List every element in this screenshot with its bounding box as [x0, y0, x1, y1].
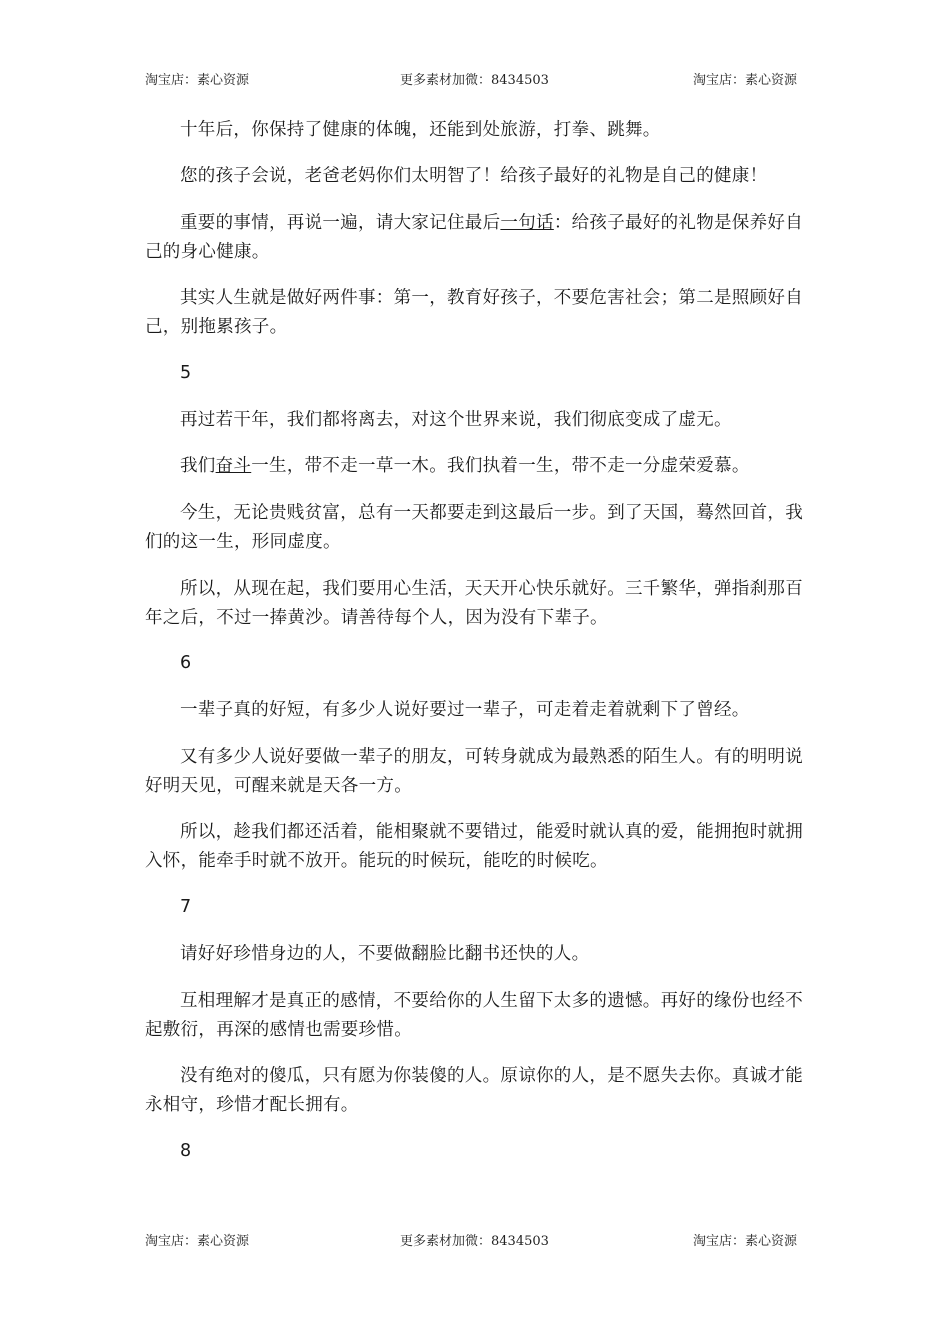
- paragraph: 您的孩子会说，老爸老妈你们太明智了！给孩子最好的礼物是自己的健康！: [180, 166, 768, 186]
- paragraph: 所以，从现在起，我们要用心生活，天天开心快乐就好。三千繁华，弹指刹那百年之后，不过一捧黄沙。请善待每个人，因为没有下辈子。: [145, 579, 803, 628]
- paragraph: 互相理解才是真正的感情，不要给你的人生留下太多的遗憾。再好的缘份也经不起敷衍，再深的感情也需要珍惜。: [145, 991, 803, 1040]
- section-number: 8: [180, 1141, 192, 1161]
- header-right-text: 淘宝店：素心资源: [693, 73, 798, 88]
- paragraph: 请好好珍惜身边的人，不要做翻脸比翻书还快的人。: [180, 944, 590, 964]
- underlined-link[interactable]: 奋斗: [215, 456, 252, 476]
- footer-left-text: 淘宝店：素心资源: [145, 1234, 250, 1249]
- section-number: 7: [180, 897, 192, 917]
- header-left-text: 淘宝店：素心资源: [145, 73, 250, 88]
- paragraph-text: 我们: [180, 456, 216, 476]
- paragraph-text: 一生，带不走一草一木。我们执着一生，带不走一分虚荣爱慕。: [251, 456, 750, 476]
- header-center-text: 更多素材加微：8434503: [400, 73, 549, 88]
- footer-right-text: 淘宝店：素心资源: [693, 1234, 798, 1249]
- paragraph: 又有多少人说好要做一辈子的朋友，可转身就成为最熟悉的陌生人。有的明明说好明天见，可醒来就是天各一方。: [145, 747, 803, 796]
- paragraph: 一辈子真的好短，有多少人说好要过一辈子，可走着走着就剩下了曾经。: [180, 700, 750, 720]
- page-footer: [0, 1230, 950, 1250]
- paragraph: [145, 452, 810, 481]
- page-header: [0, 69, 950, 89]
- paragraph: 其实人生就是做好两件事：第一，教育好孩子，不要危害社会；第二是照顾好自己，别拖累孩子。: [145, 288, 803, 337]
- paragraph: 十年后，你保持了健康的体魄，还能到处旅游，打拳、跳舞。: [180, 120, 661, 140]
- paragraph: 没有绝对的傻瓜，只有愿为你装傻的人。原谅你的人，是不愿失去你。真诚才能永相守，珍惜才配长拥有。: [145, 1066, 803, 1115]
- paragraph-text: ：给孩子最好的礼物是保养好自己的身心健康。: [145, 213, 804, 262]
- underlined-link[interactable]: 一句话: [500, 213, 554, 233]
- footer-center-text: 更多素材加微：8434503: [400, 1234, 549, 1249]
- paragraph-text: 重要的事情，再说一遍，请大家记住最后: [180, 213, 501, 233]
- section-number: 5: [180, 363, 192, 383]
- paragraph: 所以，趁我们都还活着，能相聚就不要错过，能爱时就认真的爱，能拥抱时就拥入怀，能牵手时就不放开。能玩的时候玩，能吃的时候吃。: [145, 822, 803, 871]
- paragraph: 今生，无论贵贱贫富，总有一天都要走到这最后一步。到了天国，蓦然回首，我们的这一生，形同虚度。: [145, 503, 803, 552]
- paragraph: 再过若干年，我们都将离去，对这个世界来说，我们彻底变成了虚无。: [180, 410, 732, 430]
- section-number: 6: [180, 653, 192, 673]
- paragraph: [145, 209, 810, 267]
